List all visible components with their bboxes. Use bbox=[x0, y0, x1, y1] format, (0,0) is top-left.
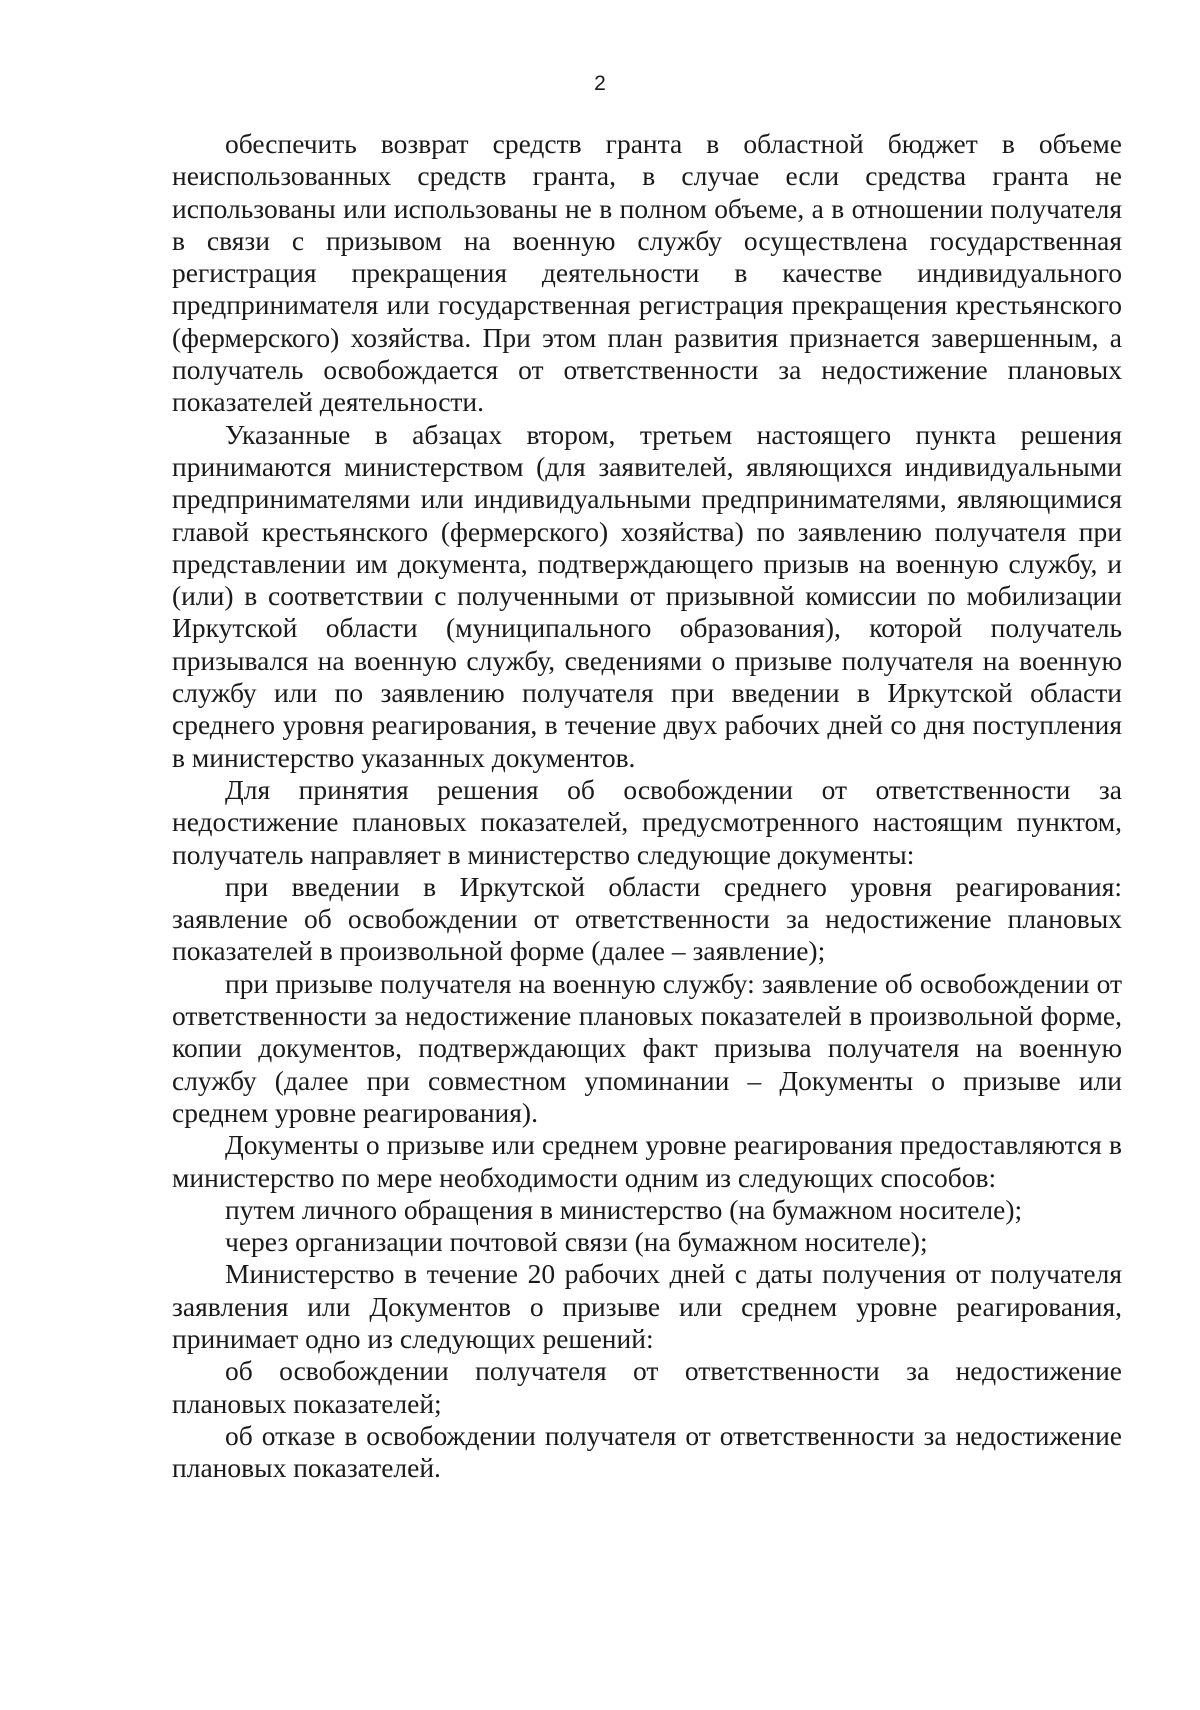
paragraph-grant-return: обеспечить возврат средств гранта в областной бюджет в объеме неиспользованных средств гранта, в случае если средства гранта не использованы или использованы не в полном объеме, а в отношении получателя в связи с призывом на военную службу осуществлена государственная регистрация прекращения деятельности в качестве индивидуального предпринимателя или государственная регистрация прекращения крестьянского (фермерского) хозяйства. При этом план развития признается завершенным, а получатель освобождается от ответственности за недостижение плановых показателей деятельности. bbox=[172, 128, 1122, 418]
document-body bbox=[172, 128, 1122, 1484]
paragraph-decisions-ministry: Указанные в абзацах втором, третьем настоящего пункта решения принимаются министерством (для заявителей, являющихся индивидуальными предпринимателями или индивидуальными предпринимателями, являющимися главой крестьянского (фермерского) хозяйства) по заявлению получателя при представлении им документа, подтверждающего призыв на военную службу, и (или) в соответствии с полученными от призывной комиссии по мобилизации Иркутской области (муниципального образования), которой получатель призывался на военную службу, сведениями о призыве получателя на военную службу или по заявлению получателя при введении в Иркутской области среднего уровня реагирования, в течение двух рабочих дней со дня поступления в министерство указанных документов. bbox=[172, 418, 1122, 773]
paragraph-military-call: при призыве получателя на военную службу: заявление об освобождении от ответственности за недостижение плановых показателей в произвольной форме, копии документов, подтверждающих факт призыва получателя на военную службу (далее при совместном упоминании – Документы о призыве или среднем уровне реагирования). bbox=[172, 967, 1122, 1128]
page-number: 2 bbox=[594, 72, 606, 95]
paragraph-ministry-decision: Министерство в течение 20 рабочих дней с даты получения от получателя заявления или Документов о призыве или среднем уровне реагирования, принимает одно из следующих решений: bbox=[172, 1258, 1122, 1354]
paragraph-submission-methods: Документы о призыве или среднем уровне реагирования предоставляются в министерство по мере необходимости одним из следующих способов: bbox=[172, 1129, 1122, 1193]
paragraph-documents-required: Для принятия решения об освобождении от ответственности за недостижение плановых показателей, предусмотренного настоящим пунктом, получатель направляет в министерство следующие документы: bbox=[172, 773, 1122, 870]
list-item-refusal: об отказе в освобождении получателя от ответственности за недостижение плановых показателей. bbox=[172, 1419, 1122, 1484]
list-item-postal: через организации почтовой связи (на бумажном носителе); bbox=[225, 1226, 928, 1258]
list-item-in-person: путем личного обращения в министерство (на бумажном носителе); bbox=[225, 1193, 1023, 1225]
paragraph-response-level: при введении в Иркутской области среднего уровня реагирования: заявление об освобождении от ответственности за недостижение плановых показателей в произвольной форме (далее – заявление); bbox=[172, 870, 1122, 967]
list-item-release: об освобождении получателя от ответственности за недостижение плановых показателей; bbox=[172, 1355, 1122, 1419]
